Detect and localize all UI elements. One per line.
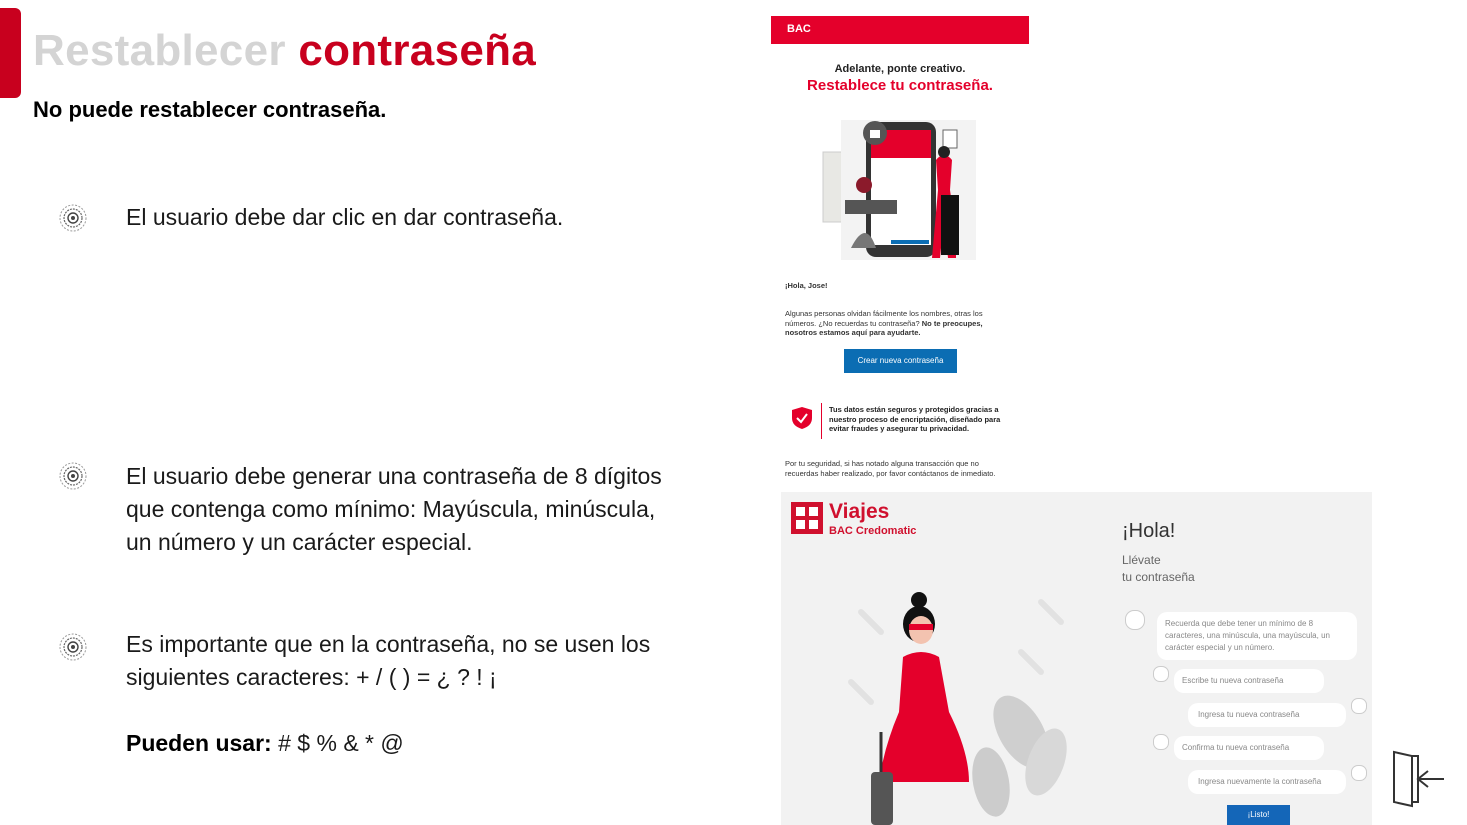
new-password-input[interactable]: Ingresa tu nueva contraseña bbox=[1188, 703, 1346, 727]
viajes-reset-form bbox=[781, 492, 1372, 825]
allowed-label: Pueden usar: bbox=[126, 730, 272, 756]
exit-door-icon[interactable] bbox=[1388, 748, 1446, 810]
create-password-button[interactable]: Crear nueva contraseña bbox=[844, 349, 957, 373]
viajes-brand: Viajes bbox=[829, 500, 890, 523]
traveler-illustration bbox=[841, 582, 1081, 825]
prompt-confirm-password: Confirma tu nueva contraseña bbox=[1174, 736, 1324, 760]
bac-logo: BAC bbox=[787, 23, 811, 35]
page-title bbox=[33, 26, 536, 76]
assistant-avatar bbox=[1153, 734, 1169, 750]
page-subtitle: No puede restablecer contraseña. bbox=[33, 97, 387, 122]
user-avatar bbox=[1351, 698, 1367, 714]
email-footer: Por tu seguridad, si has notado alguna transacción que no recuerdas haber realizado, por favor contáctanos de inmediato. bbox=[785, 459, 996, 478]
phone-illustration bbox=[821, 100, 981, 265]
bullet-gear-icon bbox=[58, 461, 88, 491]
done-button[interactable]: ¡Listo! bbox=[1227, 805, 1290, 825]
assistant-avatar bbox=[1125, 610, 1145, 630]
viajes-brand-sub: BAC Credomatic bbox=[829, 525, 917, 537]
email-headline: Restablece tu contraseña. bbox=[807, 77, 993, 94]
viajes-subtitle: Llévate tu contraseña bbox=[1122, 553, 1195, 584]
viajes-logo-icon bbox=[791, 502, 823, 534]
assistant-avatar bbox=[1153, 666, 1169, 682]
viajes-greeting: ¡Hola! bbox=[1122, 520, 1176, 542]
shield-check-icon bbox=[791, 406, 813, 430]
security-divider bbox=[821, 403, 822, 439]
user-avatar bbox=[1351, 765, 1367, 781]
email-body: Algunas personas olvidan fácilmente los nombres, otras los números. ¿No recuerdas tu contraseña? No te preocupes, nosotros estamos aquí para ayudarte. bbox=[785, 309, 983, 337]
title-part-1: Restablecer bbox=[33, 26, 286, 75]
password-hint-bubble: Recuerda que debe tener un mínimo de 8 caracteres, una minúscula, una mayúscula, un carácter especial y un número. bbox=[1157, 612, 1357, 660]
email-tagline: Adelante, ponte creativo. bbox=[834, 63, 966, 75]
bullet-gear-icon bbox=[58, 203, 88, 233]
reset-email-preview bbox=[771, 16, 1029, 482]
email-greeting: ¡Hola, Jose! bbox=[785, 281, 828, 290]
confirm-password-input[interactable]: Ingresa nuevamente la contraseña bbox=[1188, 770, 1346, 794]
bullet-gear-icon bbox=[58, 632, 88, 662]
title-accent-bar bbox=[0, 8, 21, 98]
bullet-text-1: El usuario debe dar clic en dar contraseña. bbox=[126, 204, 564, 230]
bullet-text-2: El usuario debe generar una contraseña de 8 dígitos que contenga como mínimo: Mayúscula, minúscula, un número y un carácter especial. bbox=[126, 463, 662, 555]
prompt-new-password: Escribe tu nueva contraseña bbox=[1174, 669, 1324, 693]
security-message: Tus datos están seguros y protegidos gracias a nuestro proceso de encriptación, diseñado para evitar fraudes y asegurar tu privacidad. bbox=[829, 405, 1001, 433]
bullet-text-3: Es importante que en la contraseña, no se usen los siguientes caracteres: + / ( ) = ¿ ? ! ¡ bbox=[126, 631, 651, 690]
title-part-2: contraseña bbox=[298, 26, 537, 75]
allowed-characters bbox=[126, 727, 671, 760]
allowed-chars: # $ % & * @ bbox=[271, 730, 404, 756]
